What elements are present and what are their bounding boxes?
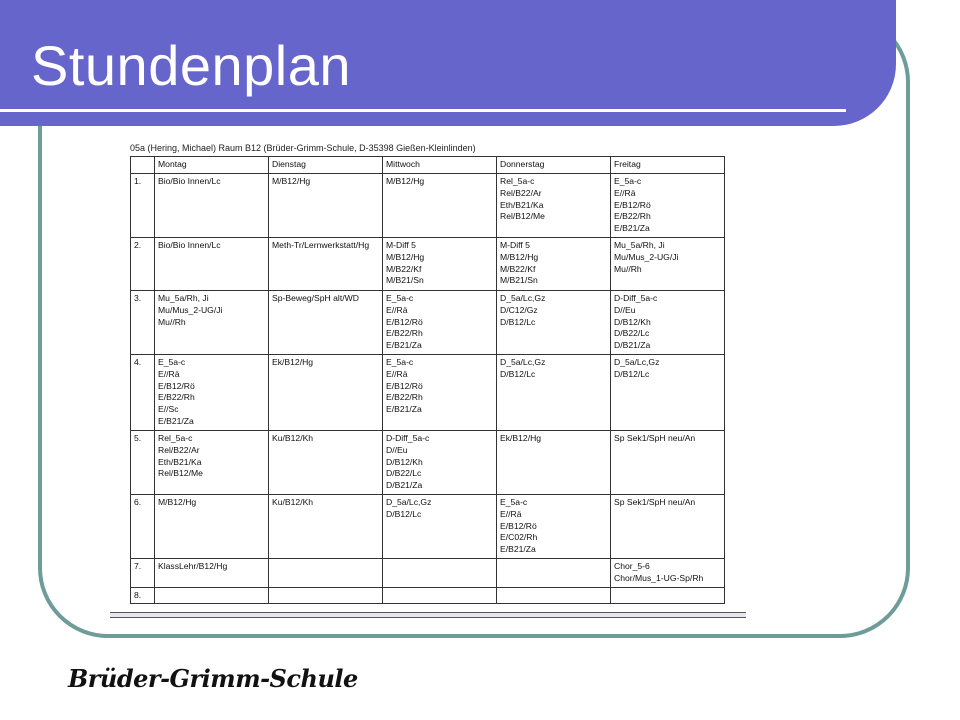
lesson-entry: E/B12/Rö [158,380,195,391]
lesson-entry: Sp Sek1/SpH neu/An [614,432,696,443]
lesson-entry: D_5a/Lc,Gz [500,356,546,367]
lesson-entry: D_5a/Lc,Gz [614,356,660,367]
document-bottom-edge [110,612,746,618]
timetable-cell [611,354,725,430]
lesson-entry: E_5a-c [158,356,186,367]
timetable-cell [383,290,497,354]
lesson-entry: E//Rä [500,508,522,519]
lesson-entry: E_5a-c [386,292,414,303]
timetable-cell [269,587,383,604]
timetable-cell [155,558,269,587]
lesson-entry: E/B22/Rh [386,392,423,403]
lesson-entry: Mu/Mus_2-UG/Ji [614,251,679,262]
lesson-entry: Rel/B12/Me [500,211,545,222]
slide-title: Stundenplan [31,34,352,97]
title-banner [0,0,896,126]
period-number: 6. [131,494,155,558]
timetable-cell [611,587,725,604]
timetable-header-day: Donnerstag [497,157,611,174]
timetable-cell [269,354,383,430]
lesson-entry: D_5a/Lc,Gz [500,292,546,303]
lesson-entry: Bio/Bio Innen/Lc [158,239,221,250]
lesson-entry: Mu_5a/Rh, Ji [158,292,209,303]
lesson-entry: E/B22/Rh [158,392,195,403]
lesson-entry: Mu//Rh [614,263,642,274]
lesson-entry: M-Diff 5 [500,239,530,250]
period-number: 3. [131,290,155,354]
timetable-cell [155,174,269,238]
period-number: 5. [131,430,155,494]
timetable-row [131,354,725,430]
lesson-entry: Rel_5a-c [158,432,193,443]
lesson-entry: E/B22/Rh [386,328,423,339]
lesson-entry: E//Rä [614,187,636,198]
lesson-entry: Sp-Beweg/SpH alt/WD [272,292,359,303]
lesson-entry: E_5a-c [500,496,528,507]
lesson-entry: D/B21/Za [386,480,423,491]
lesson-entry: M/B22/Kf [500,263,536,274]
timetable-cell [611,430,725,494]
lesson-entry: D/B12/Kh [386,456,423,467]
lesson-entry: D/B12/Lc [614,368,650,379]
period-number: 8. [131,587,155,604]
timetable-cell [383,354,497,430]
lesson-entry: Eth/B21/Ka [500,199,544,210]
lesson-entry: E/C02/Rh [500,532,538,543]
timetable-cell [497,290,611,354]
timetable-cell [611,290,725,354]
timetable-cell [269,174,383,238]
timetable-cell [155,237,269,290]
lesson-entry: E//Rä [158,368,180,379]
lesson-entry: E/B21/Za [158,415,194,426]
timetable-cell [383,430,497,494]
timetable-cell [155,587,269,604]
lesson-entry: D/B22/Lc [614,328,650,339]
timetable-row [131,174,725,238]
period-number: 7. [131,558,155,587]
lesson-entry: Ku/B12/Kh [272,432,314,443]
timetable-cell [497,430,611,494]
timetable-table [130,156,725,604]
timetable-cell [383,587,497,604]
lesson-entry: Mu/Mus_2-UG/Ji [158,304,223,315]
timetable-cell [611,494,725,558]
lesson-entry: Rel/B22/Ar [500,187,542,198]
timetable-header-row [131,157,725,174]
timetable-cell [269,430,383,494]
lesson-entry: Chor/Mus_1-UG-Sp/Rh [614,572,704,583]
timetable-cell [383,237,497,290]
timetable-cell [269,290,383,354]
lesson-entry: E_5a-c [614,176,642,186]
period-number: 2. [131,237,155,290]
lesson-entry: Chor_5-6 [614,560,650,571]
lesson-entry: E/B12/Rö [614,199,651,210]
timetable-cell [155,430,269,494]
lesson-entry: E//Sc [158,404,179,415]
timetable-cell [383,494,497,558]
lesson-entry: E/B21/Za [500,544,536,555]
lesson-entry: E/B21/Za [386,340,422,351]
lesson-entry: Rel/B12/Me [158,468,203,479]
lesson-entry: E/B21/Za [386,404,422,415]
timetable-cell [611,558,725,587]
lesson-entry: D-Diff_5a-c [614,292,658,303]
timetable-cell [497,354,611,430]
lesson-entry: M/B12/Hg [272,176,311,186]
lesson-entry: Sp Sek1/SpH neu/An [614,496,696,507]
lesson-entry: D//Eu [386,444,408,455]
timetable-cell [155,494,269,558]
lesson-entry: E/B12/Rö [386,380,423,391]
lesson-entry: Ek/B12/Hg [500,432,542,443]
timetable-cell [383,174,497,238]
lesson-entry: E//Rä [386,368,408,379]
lesson-entry: Ku/B12/Kh [272,496,314,507]
banner-divider [0,109,846,112]
lesson-entry: E/B21/Za [614,223,650,234]
lesson-entry: D/B21/Za [614,340,651,351]
timetable-cell [611,174,725,238]
lesson-entry: M-Diff 5 [386,239,416,250]
school-logo: Brüder-Grimm-Schule [68,664,358,693]
period-number: 1. [131,174,155,238]
lesson-entry: M/B22/Kf [386,263,422,274]
lesson-entry: Ek/B12/Hg [272,356,314,367]
timetable-header-day: Freitag [611,157,725,174]
timetable-cell [497,237,611,290]
lesson-entry: D/B12/Lc [386,508,422,519]
lesson-entry: Rel_5a-c [500,176,535,186]
timetable-row [131,494,725,558]
timetable-cell [497,587,611,604]
timetable-body [131,174,725,604]
lesson-entry: Bio/Bio Innen/Lc [158,176,221,186]
lesson-entry: D-Diff_5a-c [386,432,430,443]
timetable-cell [155,354,269,430]
lesson-entry: E//Rä [386,304,408,315]
lesson-entry: E/B12/Rö [500,520,537,531]
lesson-entry: E_5a-c [386,356,414,367]
timetable-cell [269,237,383,290]
lesson-entry: M/B21/Sn [500,275,538,286]
lesson-entry: D/B12/Lc [500,316,536,327]
lesson-entry: D_5a/Lc,Gz [386,496,432,507]
timetable-row [131,237,725,290]
lesson-entry: Eth/B21/Ka [158,456,202,467]
timetable-cell [269,558,383,587]
lesson-entry: Meth-Tr/Lernwerkstatt/Hg [272,239,370,250]
lesson-entry: D/B12/Kh [614,316,651,327]
timetable-cell [497,494,611,558]
timetable-cell [269,494,383,558]
timetable-cell [497,558,611,587]
lesson-entry: E/B12/Rö [386,316,423,327]
timetable-row [131,587,725,604]
lesson-entry: D/C12/Gz [500,304,538,315]
timetable-cell [611,237,725,290]
lesson-entry: M/B12/Hg [158,496,197,507]
timetable-caption: 05a (Hering, Michael) Raum B12 (Brüder-Grimm-Schule, D-35398 Gießen-Kleinlinden) [130,143,476,153]
lesson-entry: M/B12/Hg [386,176,425,186]
lesson-entry: M/B21/Sn [386,275,424,286]
lesson-entry: Mu//Rh [158,316,186,327]
period-number: 4. [131,354,155,430]
lesson-entry: D/B22/Lc [386,468,422,479]
lesson-entry: Rel/B22/Ar [158,444,200,455]
lesson-entry: E/B22/Rh [614,211,651,222]
timetable-header-day: Dienstag [269,157,383,174]
lesson-entry: KlassLehr/B12/Hg [158,560,228,571]
timetable-cell [383,558,497,587]
lesson-entry: M/B12/Hg [500,251,539,262]
timetable-row [131,430,725,494]
timetable-row [131,558,725,587]
lesson-entry: D//Eu [614,304,636,315]
lesson-entry: M/B12/Hg [386,251,425,262]
timetable-cell [155,290,269,354]
timetable-header-day: Montag [155,157,269,174]
timetable-row [131,290,725,354]
timetable-document [110,140,746,618]
lesson-entry: D/B12/Lc [500,368,536,379]
timetable-header-day: Mittwoch [383,157,497,174]
lesson-entry: Mu_5a/Rh, Ji [614,239,665,250]
timetable-cell [497,174,611,238]
timetable-header-period [131,157,155,174]
